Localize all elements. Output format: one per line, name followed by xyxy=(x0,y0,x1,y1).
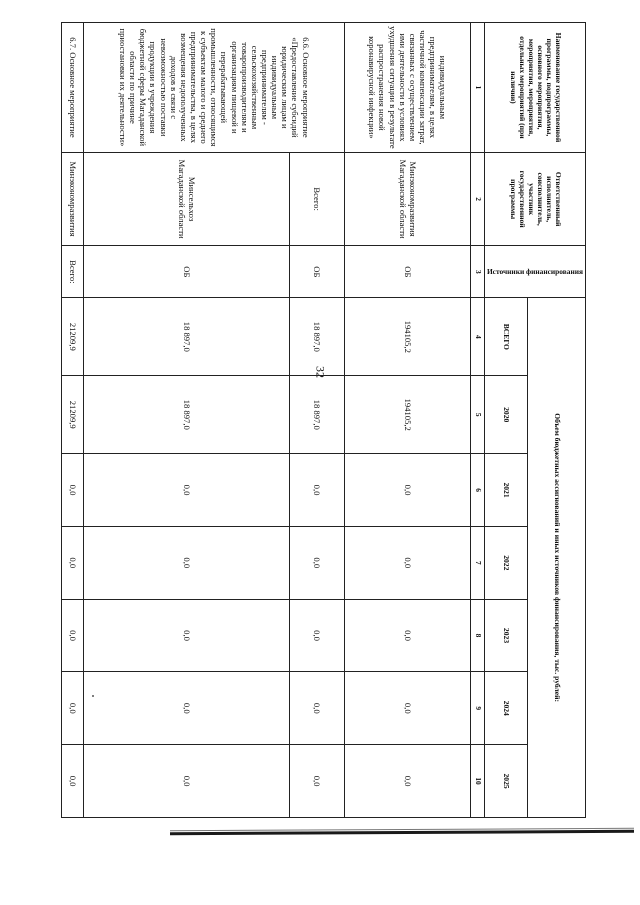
row-source: ОБ xyxy=(345,246,471,298)
row-value-2020: 21209,9 xyxy=(62,376,84,454)
header-responsible: Ответственный исполнитель, соисполнитель, участник государственной программы xyxy=(484,152,585,246)
row-value-2024: 0,0 xyxy=(345,672,471,745)
column-number: 10 xyxy=(471,745,485,818)
table-row xyxy=(62,23,84,818)
header-year-2024: 2024 xyxy=(484,672,527,745)
row-value-2022: 0,0 xyxy=(84,526,290,599)
page-number: 32 xyxy=(313,366,328,378)
rotated-table-wrapper xyxy=(67,22,586,818)
row-source-total: ОБ xyxy=(290,246,345,298)
row-value-2022: 0,0 xyxy=(345,526,471,599)
row-value-2024: 0,0 xyxy=(62,672,84,745)
header-year-2021: 2021 xyxy=(484,454,527,527)
row-value-2024: 0,0 xyxy=(84,672,290,745)
column-number: 7 xyxy=(471,526,485,599)
header-name: Наименование государственной программы, подпрограммы, основного мероприятия, мероприятия, мероприятия, отдельных мероприятий (при наличии) xyxy=(484,23,585,153)
row-source: ОБ xyxy=(84,246,290,298)
row-name: 6.7. Основное мероприятие xyxy=(62,23,84,153)
header-total: ВСЕГО xyxy=(484,298,527,376)
scan-artifact-dot xyxy=(92,695,94,697)
row-source: Всего: xyxy=(62,246,84,298)
row-value-2020: 194105,2 xyxy=(345,376,471,454)
row-value-2023: 0,0 xyxy=(345,599,471,672)
header-source-text: Источники финансирования xyxy=(486,266,583,276)
row-value-2025: 0,0 xyxy=(345,745,471,818)
table-row xyxy=(290,23,345,818)
header-volume: Объем бюджетных ассигнований и иных источников финансирования, тыс. рублей: xyxy=(527,298,585,818)
financing-table xyxy=(61,22,586,818)
row-total-value-2022: 0,0 xyxy=(290,526,345,599)
row-name: 6.6. Основное мероприятие «Предоставление субсидий юридическим лицам и индивидуальным предпринимателям - сельскохозяйственным товаропроизводителям и организациям пищевой и перерабатывающей промышленности, относящимся к субъектам малого и среднего предпринимательства, в целях возмещения недополученных доходов в связи с невозможностью поставки продукции в учреждения бюджетной сферы Магаданской области по причине приостановки их деятельности» xyxy=(84,23,345,153)
row-total-value-2023: 0,0 xyxy=(290,599,345,672)
row-total: 194105,2 xyxy=(345,298,471,376)
column-number: 2 xyxy=(471,152,485,246)
row-responsible-total: Всего: xyxy=(290,152,345,246)
table-container xyxy=(67,22,586,818)
row-name: индивидуальным предпринимателям, в целях частичной компенсации затрат, связанных с осуществлением ими деятельности в условиях ухудшения ситуации в результате распространения новой коронавирусной инфекции» xyxy=(345,23,471,153)
row-total: 18 897,0 xyxy=(84,298,290,376)
row-value-2021: 0,0 xyxy=(84,454,290,527)
row-value-2020: 18 897,0 xyxy=(84,376,290,454)
column-number: 8 xyxy=(471,599,485,672)
column-number: 3 xyxy=(471,246,485,298)
column-number: 5 xyxy=(471,376,485,454)
row-responsible: Минэкономразвития Магаданской области xyxy=(345,152,471,246)
row-responsible: Минэкономразвития xyxy=(62,152,84,246)
header-year-2023: 2023 xyxy=(484,599,527,672)
header-year-2025: 2025 xyxy=(484,745,527,818)
row-total-value-2021: 0,0 xyxy=(290,454,345,527)
row-total-value-2024: 0,0 xyxy=(290,672,345,745)
column-number: 6 xyxy=(471,454,485,527)
row-value-2021: 0,0 xyxy=(62,454,84,527)
row-total-total: 18 897,0 xyxy=(290,298,345,376)
row-value-2025: 0,0 xyxy=(62,745,84,818)
row-value-2022: 0,0 xyxy=(62,526,84,599)
row-total-value-2025: 0,0 xyxy=(290,745,345,818)
row-value-2021: 0,0 xyxy=(345,454,471,527)
row-responsible: Минсельхоз Магаданской области xyxy=(84,152,290,246)
row-total-value-2020: 18 897,0 xyxy=(290,376,345,454)
row-value-2023: 0,0 xyxy=(62,599,84,672)
table-row xyxy=(345,23,471,818)
row-total: 21209,9 xyxy=(62,298,84,376)
column-number: 4 xyxy=(471,298,485,376)
column-number: 9 xyxy=(471,672,485,745)
row-value-2023: 0,0 xyxy=(84,599,290,672)
row-value-2025: 0,0 xyxy=(84,745,290,818)
column-number: 1 xyxy=(471,23,485,153)
header-source xyxy=(484,246,585,298)
header-year-2022: 2022 xyxy=(484,526,527,599)
header-year-2020: 2020 xyxy=(484,376,527,454)
